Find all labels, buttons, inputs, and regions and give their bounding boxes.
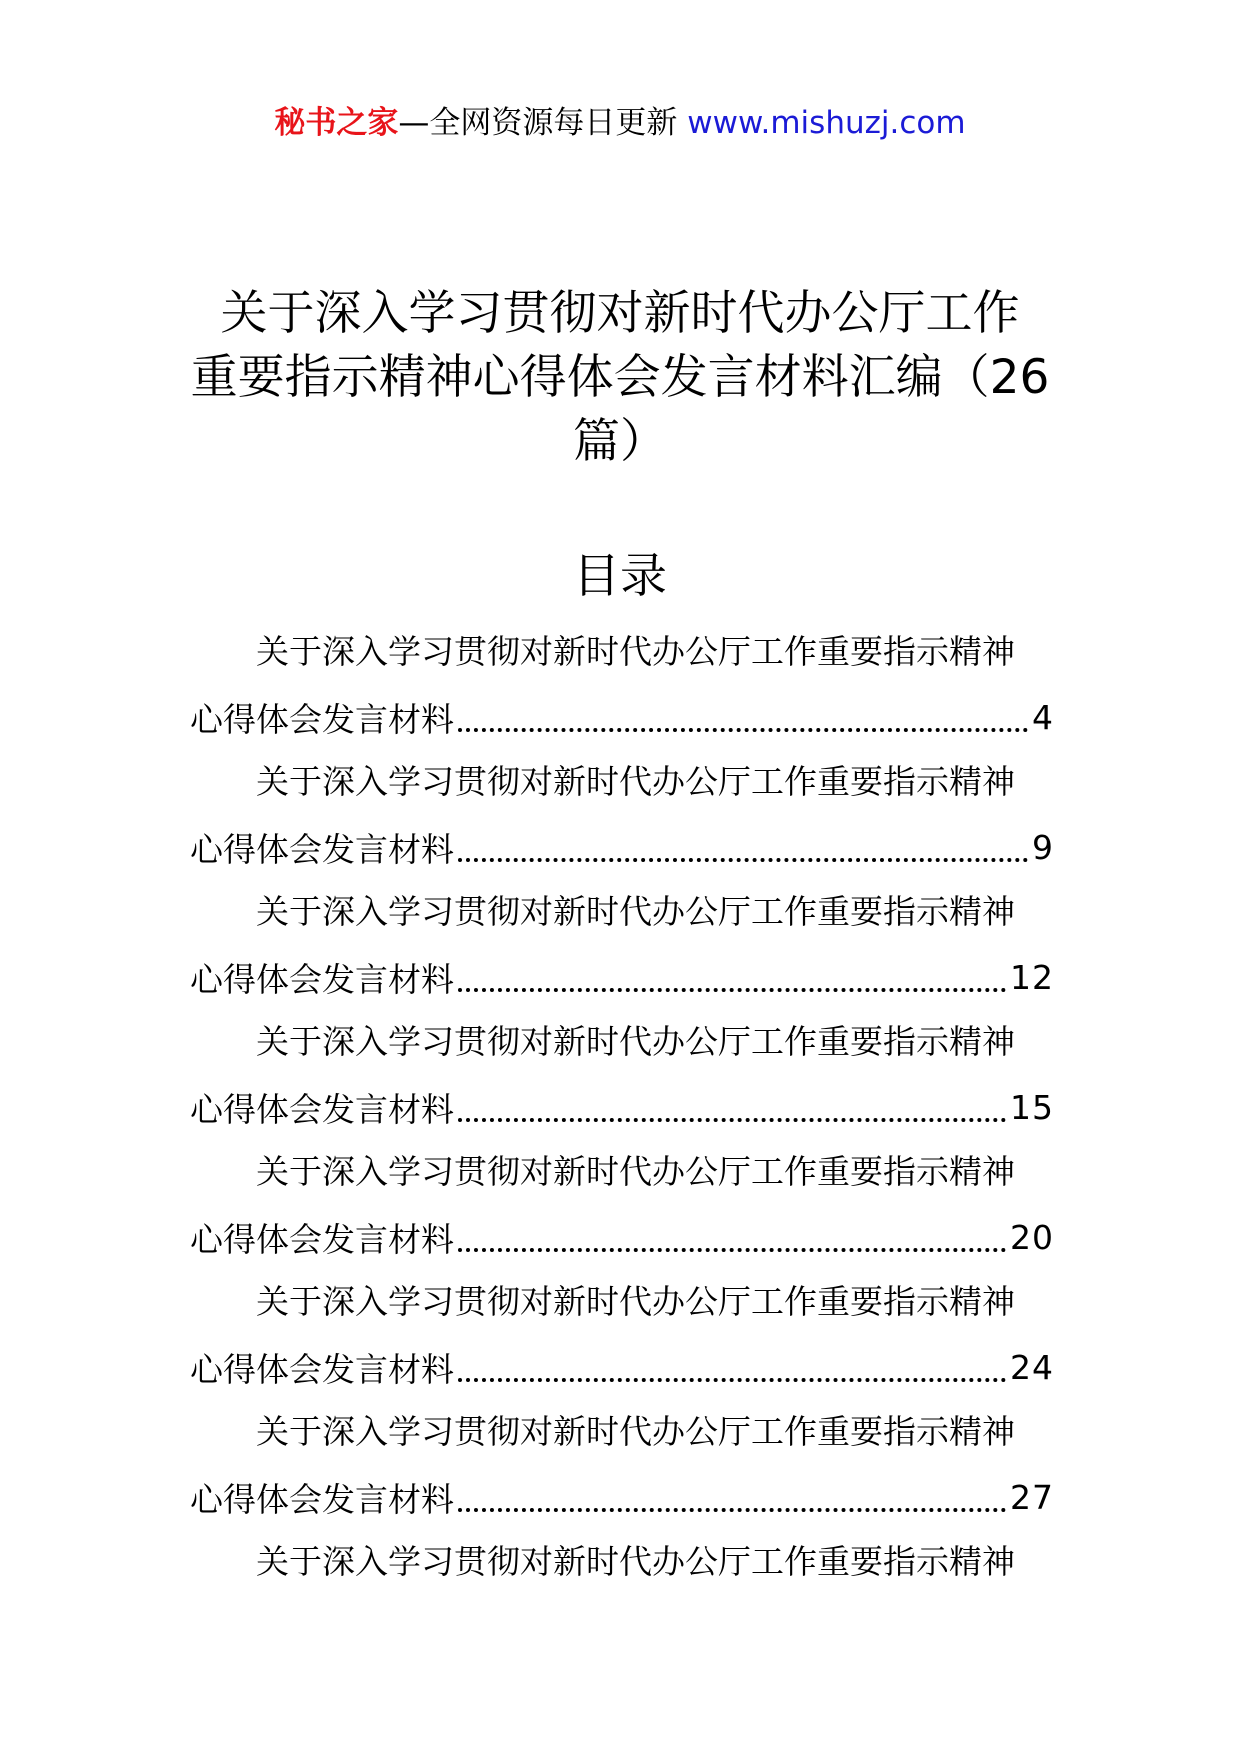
toc-entry-title: 关于深入学习贯彻对新时代办公厅工作重要指示精神 — [256, 1152, 1015, 1191]
dot-leader — [458, 1345, 1006, 1382]
toc-entry-subtitle: 心得体会发言材料 — [190, 959, 454, 999]
toc-entry-subtitle-row — [190, 944, 1054, 1010]
toc-entry-title: 关于深入学习贯彻对新时代办公厅工作重要指示精神 — [256, 1022, 1015, 1061]
dot-leader — [458, 695, 1028, 732]
table-of-contents — [190, 620, 1054, 1594]
site-header — [0, 98, 1240, 148]
toc-entry-subtitle: 心得体会发言材料 — [190, 1219, 454, 1259]
toc-entry-subtitle: 心得体会发言材料 — [190, 699, 454, 739]
toc-entry-subtitle: 心得体会发言材料 — [190, 1349, 454, 1389]
toc-entry-subtitle: 心得体会发言材料 — [190, 1479, 454, 1519]
toc-heading: 目录 — [573, 549, 667, 604]
toc-entry-title: 关于深入学习贯彻对新时代办公厅工作重要指示精神 — [256, 632, 1015, 671]
document-title — [150, 282, 1090, 474]
toc-entry-subtitle: 心得体会发言材料 — [190, 1089, 454, 1129]
toc-entry[interactable] — [190, 1530, 1054, 1594]
site-url-link[interactable]: www.mishuzj.com — [687, 105, 966, 141]
toc-entry[interactable] — [190, 620, 1054, 750]
toc-entry-subtitle: 心得体会发言材料 — [190, 829, 454, 869]
toc-entry[interactable] — [190, 1270, 1054, 1400]
toc-page-number: 9 — [1032, 827, 1054, 867]
toc-page-number: 15 — [1010, 1087, 1054, 1127]
toc-page-number: 12 — [1010, 957, 1054, 997]
header-tagline: —全网资源每日更新 — [398, 105, 678, 141]
toc-entry-subtitle-row — [190, 684, 1054, 750]
toc-entry-title: 关于深入学习贯彻对新时代办公厅工作重要指示精神 — [256, 1542, 1015, 1581]
toc-entry-title: 关于深入学习贯彻对新时代办公厅工作重要指示精神 — [256, 892, 1015, 931]
dot-leader — [458, 1085, 1006, 1122]
toc-entry[interactable] — [190, 1400, 1054, 1530]
dot-leader — [458, 1475, 1006, 1512]
title-line-1: 关于深入学习贯彻对新时代办公厅工作 — [220, 286, 1020, 341]
toc-entry-subtitle-row — [190, 1074, 1054, 1140]
toc-page-number: 20 — [1010, 1217, 1054, 1257]
toc-page-number: 24 — [1010, 1347, 1054, 1387]
toc-entry[interactable] — [190, 880, 1054, 1010]
toc-entry[interactable] — [190, 750, 1054, 880]
toc-page-number: 4 — [1032, 697, 1054, 737]
toc-entry-title: 关于深入学习贯彻对新时代办公厅工作重要指示精神 — [256, 1282, 1015, 1321]
brand-name: 秘书之家 — [274, 105, 399, 141]
toc-entry-subtitle-row — [190, 1464, 1054, 1530]
title-line-2: 重要指示精神心得体会发言材料汇编（26 — [190, 350, 1050, 405]
toc-entry-subtitle-row — [190, 1204, 1054, 1270]
toc-entry-title: 关于深入学习贯彻对新时代办公厅工作重要指示精神 — [256, 762, 1015, 801]
toc-entry-subtitle-row — [190, 814, 1054, 880]
toc-page-number: 27 — [1010, 1477, 1054, 1517]
toc-entry-title: 关于深入学习贯彻对新时代办公厅工作重要指示精神 — [256, 1412, 1015, 1451]
title-line-3: 篇） — [573, 414, 667, 469]
dot-leader — [458, 825, 1028, 862]
dot-leader — [458, 955, 1006, 992]
toc-entry[interactable] — [190, 1010, 1054, 1140]
toc-entry[interactable] — [190, 1140, 1054, 1270]
toc-entry-subtitle-row — [190, 1334, 1054, 1400]
dot-leader — [458, 1215, 1006, 1252]
